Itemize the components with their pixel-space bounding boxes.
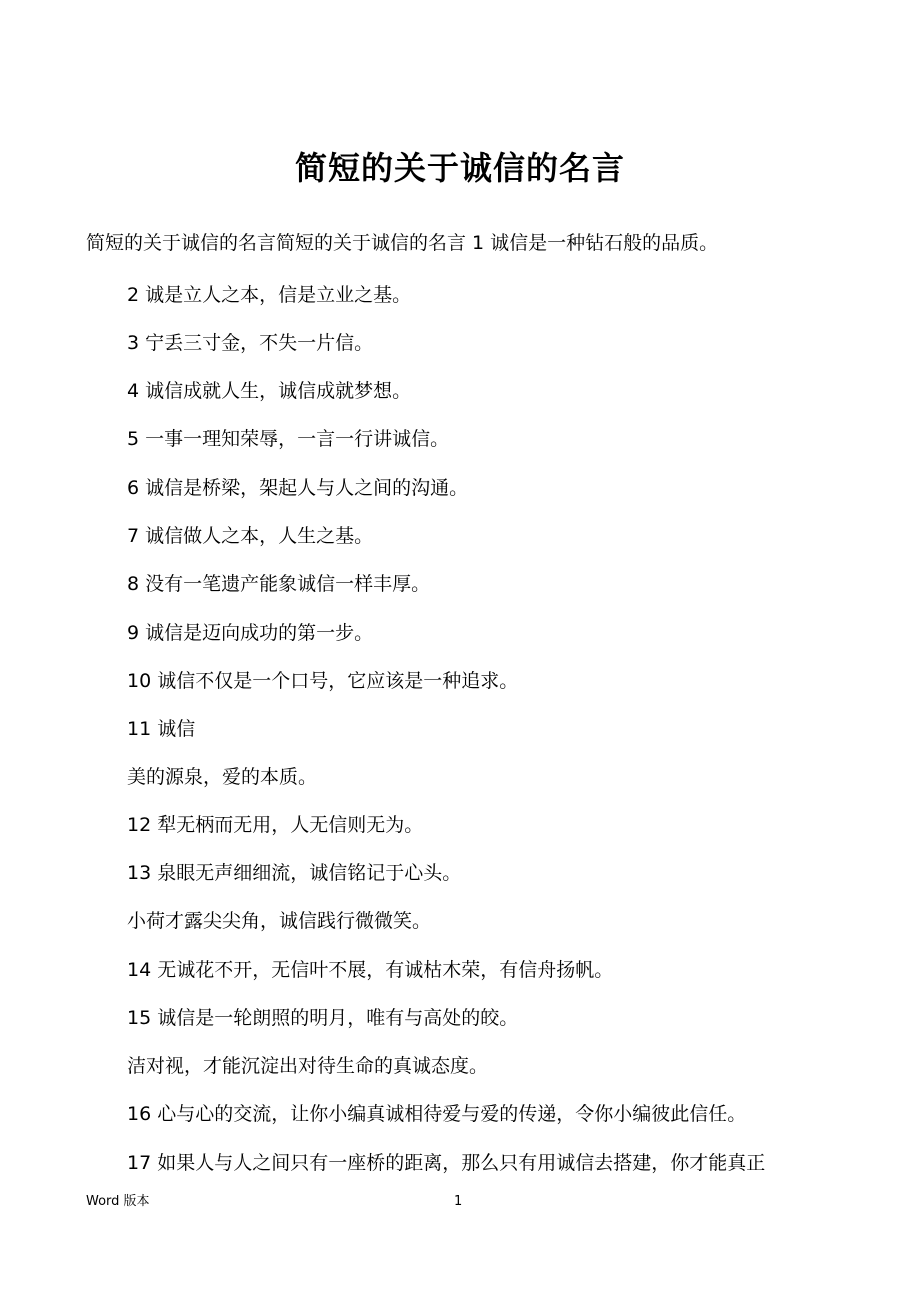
paragraph-6: 6 诚信是桥梁，架起人与人之间的沟通。 — [127, 477, 469, 499]
paragraph-9: 9 诚信是迈向成功的第一步。 — [127, 622, 374, 644]
paragraph-13: 12 犁无柄而无用，人无信则无为。 — [127, 814, 424, 836]
paragraph-8: 8 没有一笔遗产能象诚信一样丰厚。 — [127, 573, 431, 595]
document-title: 简短的关于诚信的名言 — [294, 149, 625, 187]
paragraph-17: 15 诚信是一轮朗照的明月，唯有与高处的皎。 — [127, 1007, 519, 1029]
paragraph-16: 14 无诚花不开，无信叶不展，有诚枯木荣，有信舟扬帆。 — [127, 959, 614, 981]
paragraph-10: 10 诚信不仅是一个口号，它应该是一种追求。 — [127, 670, 519, 692]
footer-label: Word 版本 — [86, 1194, 150, 1209]
paragraph-11: 11 诚信 — [127, 718, 196, 740]
paragraph-5: 5 一事一理知荣辱，一言一行讲诚信。 — [127, 428, 450, 450]
paragraph-18: 洁对视，才能沉淀出对待生命的真诚态度。 — [127, 1055, 489, 1077]
paragraph-4: 4 诚信成就人生，诚信成就梦想。 — [127, 380, 412, 402]
paragraph-7: 7 诚信做人之本，人生之基。 — [127, 525, 374, 547]
paragraph-20: 17 如果人与人之间只有一座桥的距离，那么只有用诚信去搭建，你才能真正 — [127, 1152, 766, 1174]
page-number: 1 — [454, 1194, 463, 1209]
paragraph-1: 简短的关于诚信的名言简短的关于诚信的名言 1 诚信是一种钻石般的品质。 — [86, 232, 719, 254]
paragraph-3: 3 宁丢三寸金，不失一片信。 — [127, 332, 374, 354]
paragraph-14: 13 泉眼无声细细流，诚信铭记于心头。 — [127, 862, 462, 884]
paragraph-2: 2 诚是立人之本，信是立业之基。 — [127, 284, 412, 306]
paragraph-15: 小荷才露尖尖角，诚信践行微微笑。 — [127, 910, 432, 932]
paragraph-12: 美的源泉，爱的本质。 — [127, 766, 318, 788]
paragraph-19: 16 心与心的交流，让你小编真诚相待爱与爱的传递，令你小编彼此信任。 — [127, 1103, 747, 1125]
